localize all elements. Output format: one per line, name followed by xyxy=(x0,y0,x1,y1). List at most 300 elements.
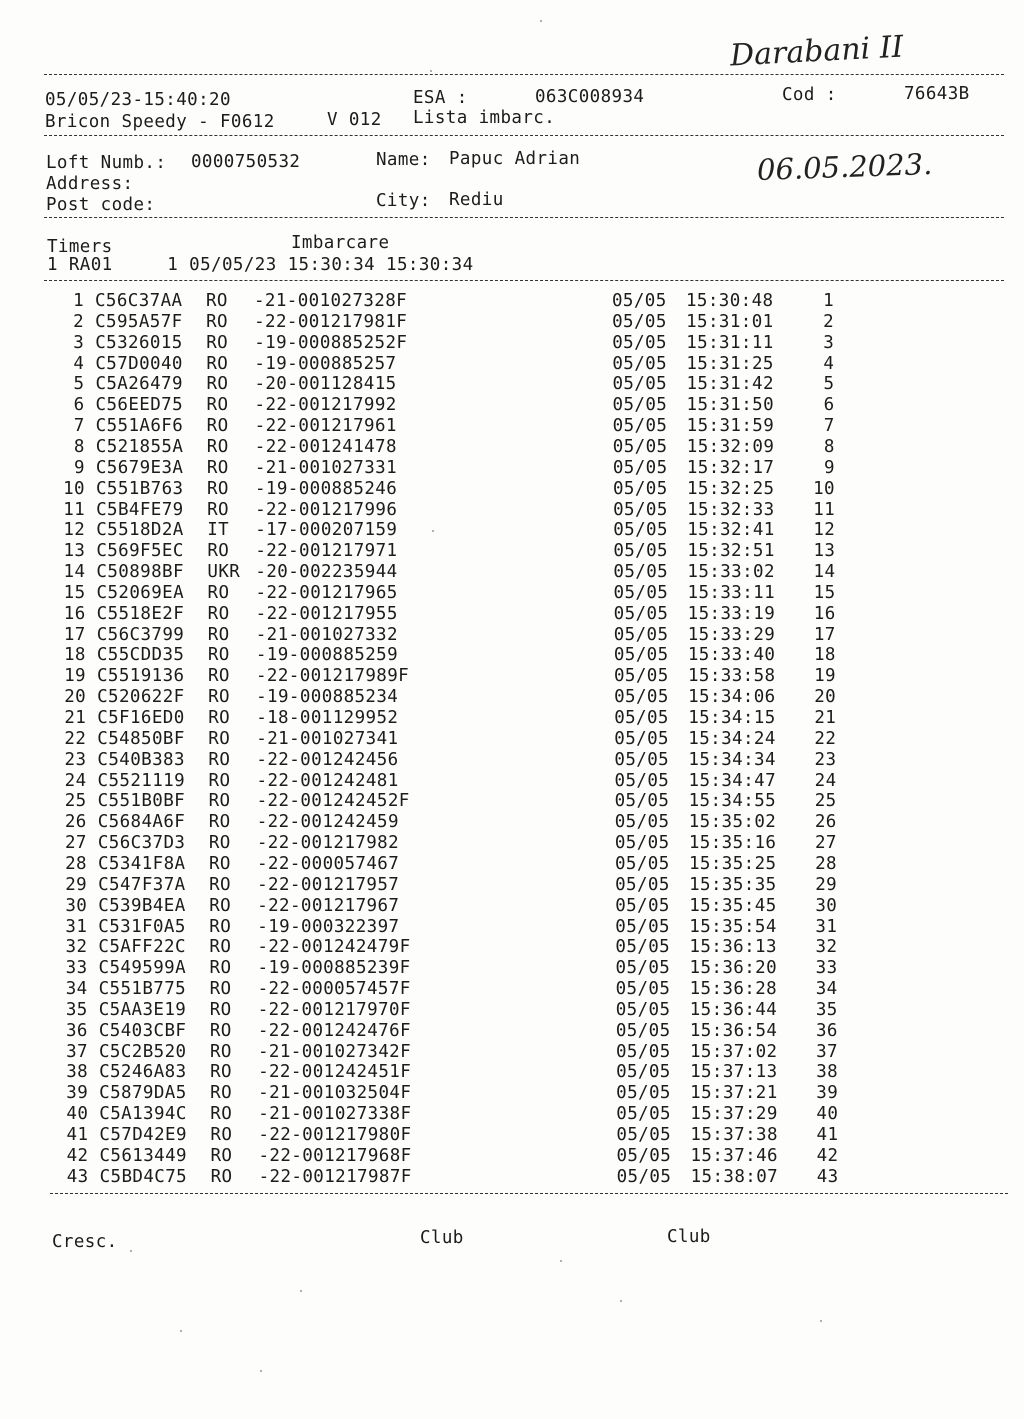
table-row xyxy=(0,354,1024,375)
rank-number: 15 xyxy=(813,582,836,603)
ring-number: -22-001217996 xyxy=(255,499,398,520)
table-row xyxy=(0,979,1024,1000)
arrival-time: 15:36:44 xyxy=(689,999,778,1020)
country-code: RO xyxy=(207,541,230,562)
table-row xyxy=(0,1062,1024,1083)
arrival-date: 05/05 xyxy=(615,916,670,937)
arrival-date: 05/05 xyxy=(612,395,668,416)
rank-number: 12 xyxy=(813,520,836,541)
ring-number: -22-001242476F xyxy=(257,1020,411,1041)
table-row xyxy=(0,917,1024,938)
rank-number: 25 xyxy=(814,791,837,812)
arrival-time: 15:31:11 xyxy=(686,332,774,353)
list-title: Lista imbarc. xyxy=(413,108,556,128)
chip-id: C5326015 xyxy=(95,332,183,353)
country-code: RO xyxy=(206,291,228,311)
arrival-date: 05/05 xyxy=(615,979,671,1000)
arrival-time: 15:37:38 xyxy=(690,1125,778,1145)
country-code: RO xyxy=(208,853,231,874)
country-code: RO xyxy=(208,770,231,791)
country-code: RO xyxy=(207,645,230,666)
ring-number: -22-001242452F xyxy=(256,791,410,812)
rank-number: 6 xyxy=(823,395,835,416)
club-label: Club xyxy=(420,1228,464,1248)
scan-speck xyxy=(820,1320,822,1322)
country-code: RO xyxy=(206,374,229,395)
row-index: 13 xyxy=(63,541,86,562)
esa-value: 063C008934 xyxy=(535,87,645,107)
table-row xyxy=(0,958,1024,979)
country-code: RO xyxy=(206,478,229,499)
table-row xyxy=(0,791,1024,812)
chip-id: C521855A xyxy=(95,436,184,457)
rank-number: 38 xyxy=(816,1062,839,1083)
arrival-time: 15:31:59 xyxy=(686,416,775,437)
arrival-time: 15:35:25 xyxy=(688,853,777,874)
ring-number: -22-000057457F xyxy=(257,979,411,1000)
arrival-date: 05/05 xyxy=(612,332,667,353)
arrival-time: 15:36:20 xyxy=(689,958,778,979)
arrival-date: 05/05 xyxy=(613,624,669,645)
country-code: RO xyxy=(210,1104,233,1125)
country-code: RO xyxy=(206,395,229,416)
ring-number: -22-001217987F xyxy=(258,1166,412,1187)
name-value: Papuc Adrian xyxy=(449,149,581,169)
ring-number: -22-001217967 xyxy=(257,895,400,916)
ring-number: -22-001217989F xyxy=(255,666,410,687)
arrival-date: 05/05 xyxy=(614,708,669,728)
ring-number: -21-001027331 xyxy=(254,457,398,478)
ring-number: -19-000885252F xyxy=(254,332,408,353)
table-row xyxy=(0,1167,1024,1188)
chip-id: C5879DA5 xyxy=(99,1083,187,1104)
country-code: UKR xyxy=(207,562,241,583)
ring-number: -20-002235944 xyxy=(255,562,398,583)
row-index: 15 xyxy=(63,582,86,603)
arrival-time: 15:35:16 xyxy=(688,833,777,854)
imbarcare-label: Imbarcare xyxy=(291,233,390,253)
arrival-time: 15:33:58 xyxy=(687,666,776,687)
chip-id: C5B4FE79 xyxy=(96,499,184,520)
arrival-time: 15:37:29 xyxy=(690,1104,778,1125)
arrival-time: 15:33:40 xyxy=(687,645,776,666)
arrival-date: 05/05 xyxy=(614,791,670,812)
row-index: 39 xyxy=(66,1083,89,1104)
country-code: RO xyxy=(210,1083,233,1104)
table-row xyxy=(0,625,1024,646)
city-value: Rediu xyxy=(449,190,504,210)
ring-number: -22-001241478 xyxy=(254,436,397,457)
rank-number: 20 xyxy=(814,687,837,708)
arrival-date: 05/05 xyxy=(613,520,668,541)
arrival-time: 15:34:34 xyxy=(688,749,776,770)
rank-number: 1 xyxy=(823,291,834,311)
arrival-time: 15:32:25 xyxy=(686,478,775,499)
ring-number: -22-001242481 xyxy=(256,770,399,791)
country-code: IT xyxy=(207,520,230,541)
arrival-date: 05/05 xyxy=(616,1145,672,1166)
row-index: 32 xyxy=(65,937,88,958)
rank-number: 17 xyxy=(813,624,836,645)
arrival-time: 15:37:46 xyxy=(690,1145,778,1166)
chip-id: C57D0040 xyxy=(95,353,183,374)
arrival-time: 15:35:54 xyxy=(689,916,777,937)
ring-number: -21-001027342F xyxy=(257,1041,412,1062)
arrival-time: 15:32:51 xyxy=(687,541,775,562)
table-row xyxy=(0,479,1024,500)
scan-speck xyxy=(560,1260,562,1262)
arrival-time: 15:36:54 xyxy=(689,1020,778,1041)
row-index: 20 xyxy=(64,687,87,708)
arrival-date: 05/05 xyxy=(616,1104,671,1125)
table-row xyxy=(0,562,1024,583)
arrival-time: 15:35:02 xyxy=(688,812,777,833)
arrival-time: 15:33:02 xyxy=(687,562,775,583)
country-code: RO xyxy=(206,416,229,437)
cresc-label: Cresc. xyxy=(52,1232,118,1252)
rank-number: 23 xyxy=(814,749,837,770)
country-code: RO xyxy=(209,937,232,958)
chip-id: C520622F xyxy=(97,687,185,708)
arrival-date: 05/05 xyxy=(615,937,671,958)
rank-number: 39 xyxy=(816,1083,839,1104)
arrival-date: 05/05 xyxy=(615,895,670,916)
rank-number: 14 xyxy=(813,562,836,583)
table-row xyxy=(0,666,1024,687)
scan-speck xyxy=(432,530,434,532)
country-code: RO xyxy=(208,749,231,770)
row-index: 41 xyxy=(66,1125,89,1145)
row-index: 25 xyxy=(64,791,87,812)
ring-number: -22-001217968F xyxy=(258,1145,412,1166)
arrival-time: 15:32:17 xyxy=(686,457,775,478)
country-code: RO xyxy=(209,895,232,916)
table-row xyxy=(0,1083,1024,1104)
arrival-time: 15:32:09 xyxy=(686,436,775,457)
ring-number: -22-001217955 xyxy=(255,603,398,624)
arrival-time: 15:31:50 xyxy=(686,395,775,416)
chip-id: C5679E3A xyxy=(95,457,184,478)
arrival-date: 05/05 xyxy=(613,666,669,687)
chip-id: C5403CBF xyxy=(98,1020,187,1041)
chip-id: C569F5EC xyxy=(96,541,184,562)
arrival-date: 05/05 xyxy=(613,562,669,583)
arrival-date: 05/05 xyxy=(616,1083,671,1104)
country-code: RO xyxy=(208,687,230,708)
chip-id: C56C37AA xyxy=(95,291,183,311)
row-index: 24 xyxy=(64,770,87,791)
arrival-time: 15:34:06 xyxy=(688,687,776,708)
table-row xyxy=(0,333,1024,354)
table-row xyxy=(0,875,1024,896)
rank-number: 32 xyxy=(815,937,838,958)
chip-id: C5246A83 xyxy=(99,1062,187,1083)
rank-number: 28 xyxy=(815,853,837,874)
arrival-time: 15:35:35 xyxy=(689,874,777,895)
country-code: RO xyxy=(209,958,232,979)
chip-id: C56C3799 xyxy=(96,624,185,645)
arrival-time: 15:34:24 xyxy=(688,728,776,749)
chip-id: C5BD4C75 xyxy=(99,1166,188,1187)
rank-number: 2 xyxy=(823,311,835,332)
club-label: Club xyxy=(667,1227,711,1247)
table-row xyxy=(0,1042,1024,1063)
arrival-date: 05/05 xyxy=(615,999,671,1020)
arrival-time: 15:36:13 xyxy=(689,937,777,958)
table-row xyxy=(0,812,1024,833)
arrival-time: 15:31:42 xyxy=(686,374,774,395)
row-index: 16 xyxy=(63,603,86,624)
row-index: 7 xyxy=(73,416,85,437)
arrival-date: 05/05 xyxy=(616,1062,671,1083)
arrival-time: 15:34:15 xyxy=(688,708,776,728)
arrival-time: 15:34:47 xyxy=(688,770,777,791)
table-row xyxy=(0,520,1024,541)
chip-id: C56C37D3 xyxy=(97,833,186,854)
table-row xyxy=(0,583,1024,604)
ring-number: -19-000885239F xyxy=(257,958,411,979)
country-code: RO xyxy=(209,916,232,937)
table-row xyxy=(0,1021,1024,1042)
chip-id: C531F0A5 xyxy=(98,916,186,937)
table-row xyxy=(0,395,1024,416)
country-code: RO xyxy=(208,728,231,749)
chip-id: C5521119 xyxy=(97,770,186,791)
country-code: RO xyxy=(208,791,231,812)
table-row xyxy=(0,291,1024,312)
arrival-time: 15:35:45 xyxy=(689,895,777,916)
arrival-date: 05/05 xyxy=(615,958,671,979)
rank-number: 33 xyxy=(815,958,838,979)
ring-number: -22-001242479F xyxy=(257,937,411,958)
row-index: 36 xyxy=(65,1020,88,1041)
country-code: RO xyxy=(206,311,228,332)
country-code: RO xyxy=(207,666,230,687)
row-index: 40 xyxy=(66,1104,89,1125)
report-datetime: 05/05/23-15:40:20 xyxy=(45,90,231,110)
chip-id: C539B4EA xyxy=(98,895,186,916)
city-label: City: xyxy=(376,191,431,211)
timer-line: 1 RA01 1 05/05/23 15:30:34 15:30:34 xyxy=(47,255,474,275)
row-index: 3 xyxy=(73,332,85,353)
row-index: 38 xyxy=(66,1062,89,1083)
country-code: RO xyxy=(210,1145,233,1166)
separator-line xyxy=(44,280,1004,281)
ring-number: -22-000057467 xyxy=(256,853,400,874)
chip-id: C56EED75 xyxy=(95,395,184,416)
arrival-time: 15:37:02 xyxy=(689,1041,778,1062)
device-version: V 012 xyxy=(327,110,382,130)
rank-number: 21 xyxy=(814,708,837,728)
chip-id: C54850BF xyxy=(97,728,185,749)
row-index: 12 xyxy=(63,520,86,541)
ring-number: -22-001242459 xyxy=(256,812,399,833)
arrival-date: 05/05 xyxy=(613,645,669,666)
ring-number: -22-001217992 xyxy=(254,395,397,416)
country-code: RO xyxy=(209,999,232,1020)
arrival-date: 05/05 xyxy=(615,874,670,895)
arrival-time: 15:33:11 xyxy=(687,582,776,603)
country-code: RO xyxy=(210,1166,233,1187)
row-index: 23 xyxy=(64,749,87,770)
country-code: RO xyxy=(208,812,231,833)
country-code: RO xyxy=(206,332,229,353)
ring-number: -18-001129952 xyxy=(256,708,399,728)
rank-number: 10 xyxy=(813,478,835,499)
country-code: RO xyxy=(207,624,230,645)
arrival-date: 05/05 xyxy=(612,353,668,374)
handwritten-top-note: Darabani II xyxy=(729,29,905,74)
rank-number: 29 xyxy=(815,874,838,895)
table-row xyxy=(0,1000,1024,1021)
separator-line xyxy=(44,217,1004,218)
rank-number: 26 xyxy=(814,812,837,833)
arrival-date: 05/05 xyxy=(614,770,670,791)
chip-id: C5613449 xyxy=(99,1145,187,1166)
table-row xyxy=(0,374,1024,395)
arrival-date: 05/05 xyxy=(612,291,667,311)
arrival-time: 15:30:48 xyxy=(686,291,774,311)
table-row xyxy=(0,458,1024,479)
arrival-time: 15:38:07 xyxy=(690,1166,779,1187)
rank-number: 35 xyxy=(815,999,838,1020)
country-code: RO xyxy=(208,833,231,854)
rank-number: 16 xyxy=(813,603,836,624)
arrival-time: 15:32:33 xyxy=(687,499,775,520)
table-row xyxy=(0,1125,1024,1146)
row-index: 1 xyxy=(73,291,84,311)
chip-id: C5518E2F xyxy=(96,603,185,624)
ring-number: -17-000207159 xyxy=(255,520,398,541)
chip-id: C55CDD35 xyxy=(96,645,185,666)
row-index: 18 xyxy=(63,645,86,666)
rank-number: 36 xyxy=(815,1020,838,1041)
table-row xyxy=(0,1146,1024,1167)
ring-number: -19-000885257 xyxy=(254,353,397,374)
ring-number: -22-001217981F xyxy=(254,311,408,332)
country-code: RO xyxy=(207,499,229,520)
arrival-time: 15:31:01 xyxy=(686,311,774,332)
separator-line xyxy=(50,1193,1008,1194)
ring-number: -22-001217961 xyxy=(254,416,397,437)
row-index: 33 xyxy=(65,958,88,979)
country-code: RO xyxy=(207,603,230,624)
table-row xyxy=(0,708,1024,729)
rank-number: 42 xyxy=(816,1145,839,1166)
row-index: 19 xyxy=(64,666,86,687)
arrival-time: 15:32:41 xyxy=(687,520,775,541)
ring-number: -19-000885259 xyxy=(255,645,399,666)
row-index: 42 xyxy=(66,1145,89,1166)
chip-id: C5A26479 xyxy=(95,374,183,395)
country-code: RO xyxy=(206,457,229,478)
rank-number: 4 xyxy=(823,353,835,374)
row-index: 9 xyxy=(73,457,85,478)
ring-number: -22-001217980F xyxy=(258,1125,412,1145)
table-row xyxy=(0,312,1024,333)
ring-number: -22-001217971 xyxy=(255,541,398,562)
ring-number: -19-000885234 xyxy=(256,687,399,708)
table-row xyxy=(0,437,1024,458)
table-row xyxy=(0,854,1024,875)
rank-number: 43 xyxy=(816,1166,839,1187)
scan-speck xyxy=(620,1300,622,1302)
arrival-time: 15:37:13 xyxy=(690,1062,778,1083)
row-index: 43 xyxy=(66,1166,89,1187)
row-index: 34 xyxy=(65,979,88,1000)
post-code-label: Post code: xyxy=(46,195,156,215)
country-code: RO xyxy=(209,1020,232,1041)
chip-id: C5A1394C xyxy=(99,1104,187,1125)
rank-number: 13 xyxy=(813,541,836,562)
country-code: RO xyxy=(209,1041,232,1062)
row-index: 26 xyxy=(64,812,87,833)
country-code: RO xyxy=(210,1062,232,1083)
chip-id: C547F37A xyxy=(98,874,186,895)
ring-number: -21-001027338F xyxy=(258,1104,412,1125)
rank-number: 37 xyxy=(816,1041,838,1062)
arrival-time: 15:34:55 xyxy=(688,791,777,812)
row-index: 22 xyxy=(64,728,87,749)
chip-id: C5AFF22C xyxy=(98,937,186,958)
cod-label: Cod : xyxy=(782,85,837,105)
row-index: 27 xyxy=(64,833,87,854)
row-index: 11 xyxy=(63,499,86,520)
ring-number: -21-001027332 xyxy=(255,624,398,645)
row-index: 2 xyxy=(73,311,85,332)
rank-number: 34 xyxy=(815,979,838,1000)
loft-number-label: Loft Numb.: xyxy=(46,153,167,173)
arrival-time: 15:33:19 xyxy=(687,603,776,624)
ring-number: -22-001217965 xyxy=(255,582,398,603)
ring-number: -22-001217957 xyxy=(257,874,400,895)
table-row xyxy=(0,771,1024,792)
arrival-date: 05/05 xyxy=(616,1125,672,1145)
chip-id: C57D42E9 xyxy=(99,1125,187,1145)
arrival-date: 05/05 xyxy=(612,457,668,478)
arrival-date: 05/05 xyxy=(614,749,670,770)
rank-number: 30 xyxy=(815,895,838,916)
chip-id: C5519136 xyxy=(96,666,185,687)
name-label: Name: xyxy=(376,150,431,170)
arrival-time: 15:37:21 xyxy=(690,1083,778,1104)
arrival-time: 15:33:29 xyxy=(687,624,776,645)
rank-number: 11 xyxy=(813,499,836,520)
ring-number: -21-001032504F xyxy=(258,1083,412,1104)
arrival-date: 05/05 xyxy=(614,728,669,749)
arrival-date: 05/05 xyxy=(612,478,668,499)
rank-number: 9 xyxy=(823,457,835,478)
scan-speck xyxy=(180,1330,182,1332)
table-row xyxy=(0,729,1024,750)
chip-id: C5AA3E19 xyxy=(98,999,187,1020)
arrival-date: 05/05 xyxy=(614,687,669,708)
table-row xyxy=(0,416,1024,437)
loft-number-value: 0000750532 xyxy=(191,152,301,172)
rank-number: 7 xyxy=(823,416,835,437)
device-name: Bricon Speedy - F0612 xyxy=(45,112,275,132)
table-row xyxy=(0,896,1024,917)
chip-id: C595A57F xyxy=(95,311,183,332)
rank-number: 22 xyxy=(814,728,837,749)
table-row xyxy=(0,645,1024,666)
arrival-date: 05/05 xyxy=(613,582,669,603)
chip-id: C5F16ED0 xyxy=(97,708,185,728)
rank-number: 19 xyxy=(814,666,836,687)
arrival-date: 05/05 xyxy=(615,1041,671,1062)
arrival-date: 05/05 xyxy=(614,812,670,833)
esa-label: ESA : xyxy=(413,88,468,108)
